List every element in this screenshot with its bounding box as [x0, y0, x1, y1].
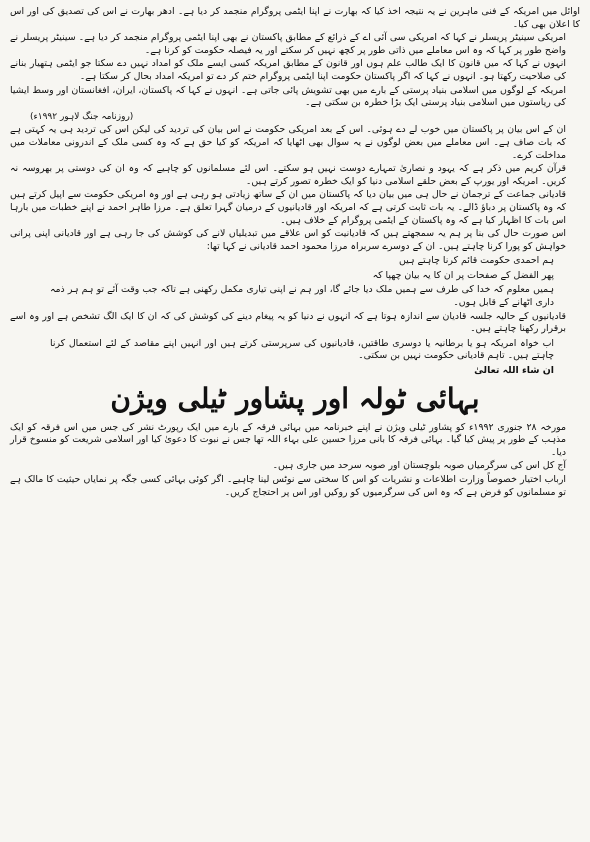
paragraph: ان کے اس بیان پر پاکستان میں خوب لے دے ہوئی۔ اس کے بعد امریکی حکومت نے اس بیان کی تردید کی لیکن اس کی تردید ہی یہ کہتی ہے کہ بات صاف ہے۔ اس معاملے میں بعض لوگوں نے یہ سوال بھی اٹھایا کہ امریکہ کو کیا حق ہے کہ وہ کسی ملک کے اندرونی معاملات میں مداخلت کرے۔	[10, 124, 566, 161]
section-heading: بہائی ٹولہ اور پشاور ٹیلی ویژن	[110, 381, 480, 415]
paragraph: قرآن کریم میں ذکر ہے کہ یہود و نصاریٰ تمہارے دوست نہیں ہو سکتے۔ اس لئے مسلمانوں کو چاہیے کہ وہ ان کی دوستی پر بھروسہ نہ کریں۔ امریکہ اور یورپ کے بعض حلقے اسلامی دنیا کو ایک خطرہ تصور کرتے ہیں۔	[10, 163, 566, 187]
paragraph: اوائل میں امریکہ کے فنی ماہرین نے یہ نتیجہ اخذ کیا کہ بھارت نے اپنا ایٹمی پروگرام منجمد کر دیا ہے۔ ادھر بھارت نے اس کی تصدیق کی اور اس کا اعلان بھی کیا۔	[10, 6, 580, 30]
paragraph: قادیانی جماعت کے ترجمان نے حال ہی میں بیان دیا کہ پاکستان میں ان کے ساتھ زیادتی ہو رہی ہے اور وہ امریکی حکومت سے اپیل کرتے ہیں کہ وہ پاکستان پر دباؤ ڈالے۔ یہ بات ثابت کرتی ہے کہ امریکہ اور قادیانیوں کے درمیان گہرا تعلق ہے۔ مرزا طاہر احمد نے اپنے خطبات میں بارہا اس بات کا اظہار کیا ہے کہ وہ پاکستان کے ایٹمی پروگرام کے خلاف ہیں۔	[10, 189, 566, 226]
closing-phrase: ان شاء اللہ تعالیٰ	[474, 365, 554, 377]
paragraph: ارباب اختیار خصوصاً وزارت اطلاعات و نشریات کو اس کا سختی سے نوٹس لینا چاہیے۔ اگر کوئی بہائی کسی جگہ پر نمایاں حیثیت کا مالک ہے تو مسلمانوں کو فرض ہے کہ وہ اس کی سرگرمیوں کو روکیں اور اس پر احتجاج کریں۔	[10, 474, 566, 498]
quotation: ہم احمدی حکومت قائم کرنا چاہتے ہیں	[399, 255, 554, 267]
quotation: پھر الفضل کے صفحات پر ان کا یہ بیان چھپا کہ	[372, 269, 554, 281]
paragraph: امریکی سینیٹر پریسلر نے کہا کہ امریکی سی آئی اے کے ذرائع کے مطابق پاکستان نے بھی اپنا ایٹمی پروگرام منجمد کر دیا ہے۔ سینیٹر پریسلر نے واضح طور پر کہا کہ وہ اس معاملے میں ذاتی طور پر کچھ نہیں کر سکتے اور یہ فیصلہ حکومت کو کرنا ہے۔	[10, 32, 566, 56]
paragraph: امریکہ کے لوگوں میں اسلامی بنیاد پرستی کے بارے میں بھی تشویش پائی جاتی ہے۔ انہوں نے کہا کہ پاکستان، ایران، افغانستان اور وسط ایشیا کی ریاستوں میں اسلامی بنیاد پرستی ایک بڑا خطرہ بن سکتی ہے۔	[10, 84, 566, 109]
article-2	[10, 124, 580, 377]
paragraph: آج کل اس کی سرگرمیاں صوبہ بلوچستان اور صوبہ سرحد میں جاری ہیں۔	[272, 460, 566, 472]
paragraph: انہوں نے کہا کہ میں قانون کا ایک طالب علم ہوں اور قانون کے مطابق امریکہ کسی ایسے ملک کو امداد نہیں دے سکتا جو ایٹمی ہتھیار بنانے کی صلاحیت رکھتا ہو۔ انہوں نے کہا کہ اگر پاکستان حکومت اپنا ایٹمی پروگرام ختم کر دے تو امریکہ امداد بحال کر سکتا ہے۔	[10, 58, 566, 82]
article-1	[10, 6, 580, 123]
quotation: ہمیں معلوم کہ خدا کی طرف سے ہمیں ملک دیا جائے گا، اور ہم نے اپنی تیاری مکمل رکھنی ہے تاکہ جب وقت آئے تو ہم ہر ذمہ داری اٹھانے کے قابل ہوں۔	[50, 284, 554, 309]
paragraph: مورخہ ۲۸ جنوری ۱۹۹۲ء کو پشاور ٹیلی ویژن نے اپنے خبرنامہ میں بہائی فرقہ کے بارے میں ایک رپورٹ نشر کی جس میں اس فرقہ کو ایک مذہب کے طور پر پیش کیا گیا۔ بہائی فرقہ کا بانی مرزا حسین علی بہاء اللہ تھا جس نے نبوت کا دعویٰ کیا اور اسلامی شریعت کو منسوخ قرار دیا۔	[10, 421, 566, 458]
source-citation: (روزنامہ جنگ لاہور ۱۹۹۲ء)	[30, 111, 134, 122]
paragraph: قادیانیوں کے حالیہ جلسہ قادیان سے اندازہ ہوتا ہے کہ انہوں نے دنیا کو یہ پیغام دینے کی کوشش کی کہ ان کا ایک الگ تشخص ہے اور وہ اسے برقرار رکھنا چاہتے ہیں۔	[10, 310, 566, 335]
quotation: اب خواہ امریکہ ہو یا برطانیہ یا دوسری طاقتیں، قادیانیوں کی سرپرستی کرتے ہیں اور انہیں اپنے مقاصد کے لئے استعمال کرنا چاہتے ہیں۔ تاہم قادیانی حکومت نہیں بن سکتی۔	[50, 337, 554, 362]
paragraph: اس صورت حال کی بنا پر ہم یہ سمجھتے ہیں کہ قادیانیت کو اس علاقے میں تبدیلیاں لانے کی کوشش کی جا رہی ہے اور قادیانی اپنی پرانی خواہش کو پورا کرنا چاہتے ہیں۔ ان کے دوسرے سربراہ مرزا محمود احمد قادیانی نے کہا تھا:	[10, 228, 566, 252]
article-3	[10, 422, 580, 500]
